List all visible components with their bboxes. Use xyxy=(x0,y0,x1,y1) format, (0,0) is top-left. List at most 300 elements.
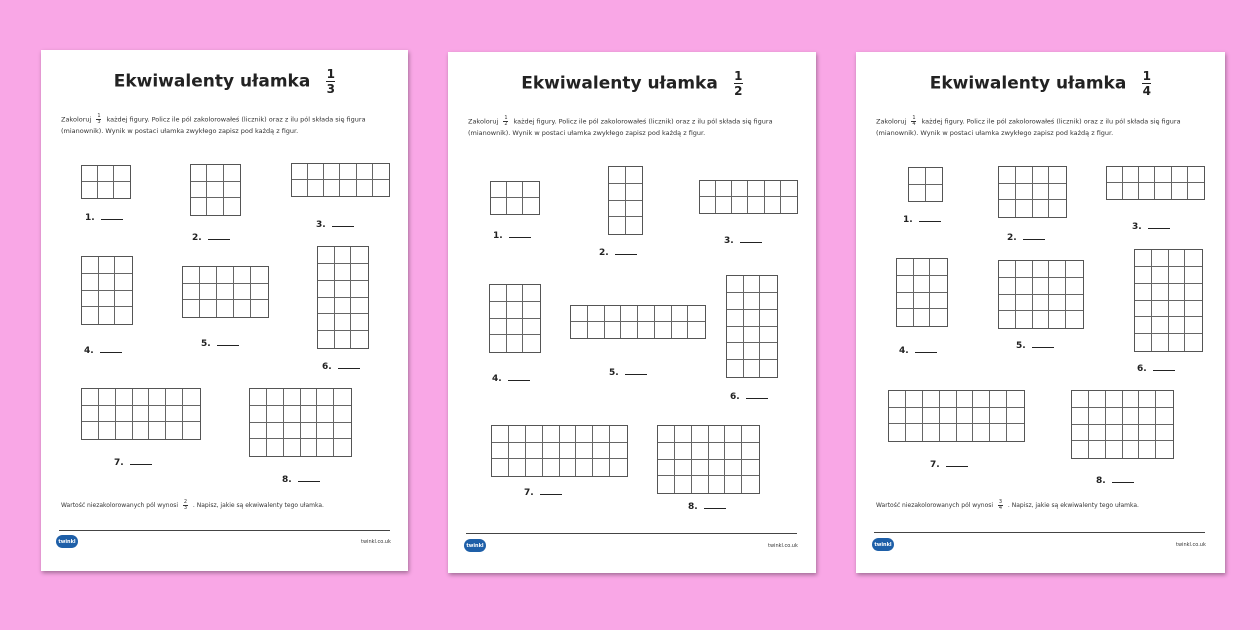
answer-label-2[interactable]: 2. xyxy=(1007,233,1045,243)
grid-cell[interactable] xyxy=(1106,408,1123,425)
grid-cell[interactable] xyxy=(675,443,692,460)
shape-grid-1[interactable] xyxy=(490,181,540,215)
grid-cell[interactable] xyxy=(116,406,133,423)
answer-label-3[interactable]: 3. xyxy=(316,220,354,230)
shape-grid-3[interactable] xyxy=(1106,166,1205,200)
shape-grid-7[interactable] xyxy=(491,425,628,477)
grid-cell[interactable] xyxy=(1066,261,1083,278)
grid-cell[interactable] xyxy=(1135,284,1152,301)
grid-cell[interactable] xyxy=(914,259,931,276)
shape-grid-8[interactable] xyxy=(249,388,352,457)
grid-cell[interactable] xyxy=(543,443,560,460)
grid-cell[interactable] xyxy=(906,424,923,441)
grid-cell[interactable] xyxy=(940,424,957,441)
grid-cell[interactable] xyxy=(700,197,716,213)
grid-cell[interactable] xyxy=(318,281,335,298)
grid-cell[interactable] xyxy=(626,217,643,234)
grid-cell[interactable] xyxy=(906,391,923,408)
grid-cell[interactable] xyxy=(324,180,340,196)
grid-cell[interactable] xyxy=(1089,408,1106,425)
grid-cell[interactable] xyxy=(492,443,509,460)
shape-grid-5[interactable] xyxy=(998,260,1084,329)
grid-cell[interactable] xyxy=(1072,441,1089,458)
grid-cell[interactable] xyxy=(250,423,267,440)
grid-cell[interactable] xyxy=(930,259,947,276)
grid-cell[interactable] xyxy=(1107,183,1123,199)
grid-cell[interactable] xyxy=(200,300,217,317)
shape-grid-2[interactable] xyxy=(190,164,241,216)
grid-cell[interactable] xyxy=(250,439,267,456)
grid-cell[interactable] xyxy=(692,476,709,493)
grid-cell[interactable] xyxy=(166,389,183,406)
grid-cell[interactable] xyxy=(1049,167,1066,184)
grid-cell[interactable] xyxy=(1033,295,1050,312)
grid-cell[interactable] xyxy=(1169,284,1186,301)
grid-cell[interactable] xyxy=(149,389,166,406)
grid-cell[interactable] xyxy=(1152,284,1169,301)
grid-cell[interactable] xyxy=(284,389,301,406)
grid-cell[interactable] xyxy=(183,300,200,317)
answer-label-2[interactable]: 2. xyxy=(599,248,637,258)
grid-cell[interactable] xyxy=(115,291,132,308)
grid-cell[interactable] xyxy=(930,276,947,293)
grid-cell[interactable] xyxy=(1156,425,1173,442)
grid-cell[interactable] xyxy=(742,476,759,493)
grid-cell[interactable] xyxy=(593,459,610,476)
grid-cell[interactable] xyxy=(357,180,373,196)
grid-cell[interactable] xyxy=(1016,200,1033,217)
grid-cell[interactable] xyxy=(207,182,223,199)
grid-cell[interactable] xyxy=(334,406,351,423)
grid-cell[interactable] xyxy=(692,460,709,477)
grid-cell[interactable] xyxy=(251,267,268,284)
grid-cell[interactable] xyxy=(200,284,217,301)
grid-cell[interactable] xyxy=(251,300,268,317)
shape-grid-2[interactable] xyxy=(608,166,643,235)
grid-cell[interactable] xyxy=(267,423,284,440)
grid-cell[interactable] xyxy=(1016,278,1033,295)
shape-grid-5[interactable] xyxy=(182,266,269,318)
grid-cell[interactable] xyxy=(760,343,777,360)
grid-cell[interactable] xyxy=(727,360,744,377)
grid-cell[interactable] xyxy=(523,335,540,352)
grid-cell[interactable] xyxy=(765,197,781,213)
grid-cell[interactable] xyxy=(183,389,200,406)
grid-cell[interactable] xyxy=(1007,424,1024,441)
grid-cell[interactable] xyxy=(1106,391,1123,408)
grid-cell[interactable] xyxy=(897,293,914,310)
grid-cell[interactable] xyxy=(99,406,116,423)
grid-cell[interactable] xyxy=(700,181,716,197)
grid-cell[interactable] xyxy=(655,306,672,322)
grid-cell[interactable] xyxy=(284,423,301,440)
answer-label-6[interactable]: 6. xyxy=(730,392,768,402)
grid-cell[interactable] xyxy=(909,185,926,202)
grid-cell[interactable] xyxy=(709,443,726,460)
grid-cell[interactable] xyxy=(1049,184,1066,201)
grid-cell[interactable] xyxy=(1123,441,1140,458)
grid-cell[interactable] xyxy=(709,460,726,477)
grid-cell[interactable] xyxy=(98,166,114,182)
grid-cell[interactable] xyxy=(744,343,761,360)
answer-label-3[interactable]: 3. xyxy=(724,236,762,246)
grid-cell[interactable] xyxy=(149,406,166,423)
grid-cell[interactable] xyxy=(317,423,334,440)
grid-cell[interactable] xyxy=(98,182,114,198)
answer-label-6[interactable]: 6. xyxy=(322,362,360,372)
grid-cell[interactable] xyxy=(490,302,507,319)
grid-cell[interactable] xyxy=(973,424,990,441)
grid-cell[interactable] xyxy=(973,408,990,425)
grid-cell[interactable] xyxy=(716,197,732,213)
grid-cell[interactable] xyxy=(1169,250,1186,267)
shape-grid-2[interactable] xyxy=(998,166,1067,218)
grid-cell[interactable] xyxy=(1072,425,1089,442)
grid-cell[interactable] xyxy=(308,164,324,180)
grid-cell[interactable] xyxy=(82,274,99,291)
grid-cell[interactable] xyxy=(923,424,940,441)
grid-cell[interactable] xyxy=(166,406,183,423)
grid-cell[interactable] xyxy=(373,164,389,180)
grid-cell[interactable] xyxy=(923,391,940,408)
grid-cell[interactable] xyxy=(490,319,507,336)
shape-grid-7[interactable] xyxy=(81,388,201,440)
grid-cell[interactable] xyxy=(692,443,709,460)
grid-cell[interactable] xyxy=(725,426,742,443)
grid-cell[interactable] xyxy=(760,276,777,293)
grid-cell[interactable] xyxy=(889,391,906,408)
grid-cell[interactable] xyxy=(1139,425,1156,442)
grid-cell[interactable] xyxy=(1172,167,1188,183)
answer-label-7[interactable]: 7. xyxy=(114,458,152,468)
grid-cell[interactable] xyxy=(990,408,1007,425)
grid-cell[interactable] xyxy=(658,426,675,443)
grid-cell[interactable] xyxy=(588,306,605,322)
grid-cell[interactable] xyxy=(1155,183,1171,199)
grid-cell[interactable] xyxy=(748,181,764,197)
grid-cell[interactable] xyxy=(609,167,626,184)
grid-cell[interactable] xyxy=(658,443,675,460)
grid-cell[interactable] xyxy=(725,460,742,477)
grid-cell[interactable] xyxy=(1188,183,1204,199)
grid-cell[interactable] xyxy=(1152,317,1169,334)
grid-cell[interactable] xyxy=(324,164,340,180)
grid-cell[interactable] xyxy=(744,293,761,310)
grid-cell[interactable] xyxy=(301,439,318,456)
grid-cell[interactable] xyxy=(1135,250,1152,267)
grid-cell[interactable] xyxy=(742,426,759,443)
grid-cell[interactable] xyxy=(1016,167,1033,184)
grid-cell[interactable] xyxy=(351,264,368,281)
grid-cell[interactable] xyxy=(509,459,526,476)
grid-cell[interactable] xyxy=(990,391,1007,408)
shape-grid-6[interactable] xyxy=(726,275,778,378)
grid-cell[interactable] xyxy=(930,309,947,326)
grid-cell[interactable] xyxy=(82,291,99,308)
grid-cell[interactable] xyxy=(523,198,539,214)
grid-cell[interactable] xyxy=(658,460,675,477)
shape-grid-7[interactable] xyxy=(888,390,1025,442)
grid-cell[interactable] xyxy=(509,443,526,460)
grid-cell[interactable] xyxy=(1033,278,1050,295)
grid-cell[interactable] xyxy=(1123,167,1139,183)
grid-cell[interactable] xyxy=(897,309,914,326)
grid-cell[interactable] xyxy=(609,217,626,234)
grid-cell[interactable] xyxy=(610,426,627,443)
grid-cell[interactable] xyxy=(99,257,116,274)
grid-cell[interactable] xyxy=(1185,317,1202,334)
grid-cell[interactable] xyxy=(1033,261,1050,278)
grid-cell[interactable] xyxy=(523,285,540,302)
grid-cell[interactable] xyxy=(742,443,759,460)
grid-cell[interactable] xyxy=(351,331,368,348)
answer-label-5[interactable]: 5. xyxy=(1016,341,1054,351)
grid-cell[interactable] xyxy=(760,327,777,344)
grid-cell[interactable] xyxy=(224,182,240,199)
grid-cell[interactable] xyxy=(725,443,742,460)
grid-cell[interactable] xyxy=(1139,167,1155,183)
grid-cell[interactable] xyxy=(688,322,705,338)
grid-cell[interactable] xyxy=(217,267,234,284)
grid-cell[interactable] xyxy=(560,443,577,460)
shape-grid-3[interactable] xyxy=(699,180,798,214)
grid-cell[interactable] xyxy=(491,198,507,214)
answer-label-8[interactable]: 8. xyxy=(282,475,320,485)
grid-cell[interactable] xyxy=(576,459,593,476)
answer-label-3[interactable]: 3. xyxy=(1132,222,1170,232)
grid-cell[interactable] xyxy=(217,284,234,301)
grid-cell[interactable] xyxy=(1033,167,1050,184)
grid-cell[interactable] xyxy=(1185,334,1202,351)
grid-cell[interactable] xyxy=(593,443,610,460)
grid-cell[interactable] xyxy=(318,314,335,331)
grid-cell[interactable] xyxy=(234,284,251,301)
grid-cell[interactable] xyxy=(1066,295,1083,312)
grid-cell[interactable] xyxy=(727,276,744,293)
grid-cell[interactable] xyxy=(727,293,744,310)
grid-cell[interactable] xyxy=(926,185,943,202)
grid-cell[interactable] xyxy=(760,310,777,327)
grid-cell[interactable] xyxy=(526,443,543,460)
grid-cell[interactable] xyxy=(509,426,526,443)
grid-cell[interactable] xyxy=(744,360,761,377)
grid-cell[interactable] xyxy=(1089,441,1106,458)
grid-cell[interactable] xyxy=(507,319,524,336)
grid-cell[interactable] xyxy=(217,300,234,317)
answer-label-7[interactable]: 7. xyxy=(524,488,562,498)
grid-cell[interactable] xyxy=(116,422,133,439)
answer-label-4[interactable]: 4. xyxy=(84,346,122,356)
answer-label-8[interactable]: 8. xyxy=(688,502,726,512)
grid-cell[interactable] xyxy=(675,426,692,443)
grid-cell[interactable] xyxy=(930,293,947,310)
grid-cell[interactable] xyxy=(571,306,588,322)
grid-cell[interactable] xyxy=(526,459,543,476)
grid-cell[interactable] xyxy=(99,422,116,439)
grid-cell[interactable] xyxy=(906,408,923,425)
grid-cell[interactable] xyxy=(897,259,914,276)
grid-cell[interactable] xyxy=(675,476,692,493)
grid-cell[interactable] xyxy=(1072,391,1089,408)
grid-cell[interactable] xyxy=(1135,267,1152,284)
answer-label-4[interactable]: 4. xyxy=(492,374,530,384)
grid-cell[interactable] xyxy=(1139,441,1156,458)
grid-cell[interactable] xyxy=(1135,301,1152,318)
grid-cell[interactable] xyxy=(1089,425,1106,442)
grid-cell[interactable] xyxy=(99,291,116,308)
answer-label-1[interactable]: 1. xyxy=(493,231,531,241)
grid-cell[interactable] xyxy=(576,443,593,460)
grid-cell[interactable] xyxy=(490,285,507,302)
grid-cell[interactable] xyxy=(571,322,588,338)
grid-cell[interactable] xyxy=(605,306,622,322)
grid-cell[interactable] xyxy=(1049,261,1066,278)
grid-cell[interactable] xyxy=(672,306,689,322)
grid-cell[interactable] xyxy=(284,439,301,456)
grid-cell[interactable] xyxy=(1066,278,1083,295)
grid-cell[interactable] xyxy=(1106,425,1123,442)
shape-grid-3[interactable] xyxy=(291,163,390,197)
answer-label-1[interactable]: 1. xyxy=(85,213,123,223)
grid-cell[interactable] xyxy=(727,310,744,327)
grid-cell[interactable] xyxy=(166,422,183,439)
grid-cell[interactable] xyxy=(1016,184,1033,201)
grid-cell[interactable] xyxy=(658,476,675,493)
grid-cell[interactable] xyxy=(765,181,781,197)
grid-cell[interactable] xyxy=(1139,391,1156,408)
grid-cell[interactable] xyxy=(1049,311,1066,328)
grid-cell[interactable] xyxy=(1007,391,1024,408)
grid-cell[interactable] xyxy=(491,182,507,198)
grid-cell[interactable] xyxy=(957,408,974,425)
grid-cell[interactable] xyxy=(82,182,98,198)
grid-cell[interactable] xyxy=(351,298,368,315)
grid-cell[interactable] xyxy=(492,426,509,443)
grid-cell[interactable] xyxy=(507,285,524,302)
grid-cell[interactable] xyxy=(99,389,116,406)
grid-cell[interactable] xyxy=(116,389,133,406)
grid-cell[interactable] xyxy=(626,184,643,201)
grid-cell[interactable] xyxy=(1033,184,1050,201)
grid-cell[interactable] xyxy=(1016,311,1033,328)
grid-cell[interactable] xyxy=(543,459,560,476)
shape-grid-1[interactable] xyxy=(81,165,131,199)
grid-cell[interactable] xyxy=(317,439,334,456)
grid-cell[interactable] xyxy=(742,460,759,477)
grid-cell[interactable] xyxy=(1072,408,1089,425)
grid-cell[interactable] xyxy=(1033,311,1050,328)
answer-label-8[interactable]: 8. xyxy=(1096,476,1134,486)
shape-grid-4[interactable] xyxy=(81,256,133,325)
grid-cell[interactable] xyxy=(267,389,284,406)
grid-cell[interactable] xyxy=(781,197,797,213)
grid-cell[interactable] xyxy=(250,389,267,406)
grid-cell[interactable] xyxy=(334,389,351,406)
grid-cell[interactable] xyxy=(716,181,732,197)
grid-cell[interactable] xyxy=(1123,391,1140,408)
grid-cell[interactable] xyxy=(82,389,99,406)
grid-cell[interactable] xyxy=(340,180,356,196)
grid-cell[interactable] xyxy=(588,322,605,338)
grid-cell[interactable] xyxy=(99,307,116,324)
grid-cell[interactable] xyxy=(1033,200,1050,217)
grid-cell[interactable] xyxy=(1016,295,1033,312)
grid-cell[interactable] xyxy=(351,247,368,264)
grid-cell[interactable] xyxy=(1169,301,1186,318)
grid-cell[interactable] xyxy=(301,406,318,423)
grid-cell[interactable] xyxy=(335,331,352,348)
grid-cell[interactable] xyxy=(744,310,761,327)
grid-cell[interactable] xyxy=(523,319,540,336)
grid-cell[interactable] xyxy=(114,166,130,182)
grid-cell[interactable] xyxy=(526,426,543,443)
grid-cell[interactable] xyxy=(957,424,974,441)
grid-cell[interactable] xyxy=(1185,284,1202,301)
grid-cell[interactable] xyxy=(1169,317,1186,334)
grid-cell[interactable] xyxy=(301,423,318,440)
grid-cell[interactable] xyxy=(999,184,1016,201)
answer-label-6[interactable]: 6. xyxy=(1137,364,1175,374)
grid-cell[interactable] xyxy=(340,164,356,180)
grid-cell[interactable] xyxy=(1169,334,1186,351)
grid-cell[interactable] xyxy=(1152,301,1169,318)
grid-cell[interactable] xyxy=(593,426,610,443)
grid-cell[interactable] xyxy=(207,165,223,182)
grid-cell[interactable] xyxy=(334,423,351,440)
grid-cell[interactable] xyxy=(732,197,748,213)
grid-cell[interactable] xyxy=(318,264,335,281)
grid-cell[interactable] xyxy=(335,281,352,298)
grid-cell[interactable] xyxy=(999,278,1016,295)
grid-cell[interactable] xyxy=(115,307,132,324)
grid-cell[interactable] xyxy=(1172,183,1188,199)
grid-cell[interactable] xyxy=(1135,317,1152,334)
grid-cell[interactable] xyxy=(301,389,318,406)
answer-label-2[interactable]: 2. xyxy=(192,233,230,243)
grid-cell[interactable] xyxy=(115,257,132,274)
grid-cell[interactable] xyxy=(744,327,761,344)
grid-cell[interactable] xyxy=(357,164,373,180)
answer-label-5[interactable]: 5. xyxy=(201,339,239,349)
grid-cell[interactable] xyxy=(224,165,240,182)
grid-cell[interactable] xyxy=(999,295,1016,312)
grid-cell[interactable] xyxy=(250,406,267,423)
grid-cell[interactable] xyxy=(1107,167,1123,183)
grid-cell[interactable] xyxy=(133,422,150,439)
shape-grid-6[interactable] xyxy=(317,246,369,349)
grid-cell[interactable] xyxy=(1185,250,1202,267)
grid-cell[interactable] xyxy=(1139,183,1155,199)
grid-cell[interactable] xyxy=(999,311,1016,328)
grid-cell[interactable] xyxy=(114,182,130,198)
shape-grid-8[interactable] xyxy=(1071,390,1174,459)
grid-cell[interactable] xyxy=(990,424,1007,441)
grid-cell[interactable] xyxy=(940,391,957,408)
grid-cell[interactable] xyxy=(1152,334,1169,351)
grid-cell[interactable] xyxy=(605,322,622,338)
grid-cell[interactable] xyxy=(1135,334,1152,351)
grid-cell[interactable] xyxy=(82,422,99,439)
grid-cell[interactable] xyxy=(1155,167,1171,183)
grid-cell[interactable] xyxy=(1185,267,1202,284)
grid-cell[interactable] xyxy=(732,181,748,197)
grid-cell[interactable] xyxy=(914,293,931,310)
grid-cell[interactable] xyxy=(149,422,166,439)
grid-cell[interactable] xyxy=(507,182,523,198)
grid-cell[interactable] xyxy=(560,426,577,443)
grid-cell[interactable] xyxy=(655,322,672,338)
grid-cell[interactable] xyxy=(207,198,223,215)
